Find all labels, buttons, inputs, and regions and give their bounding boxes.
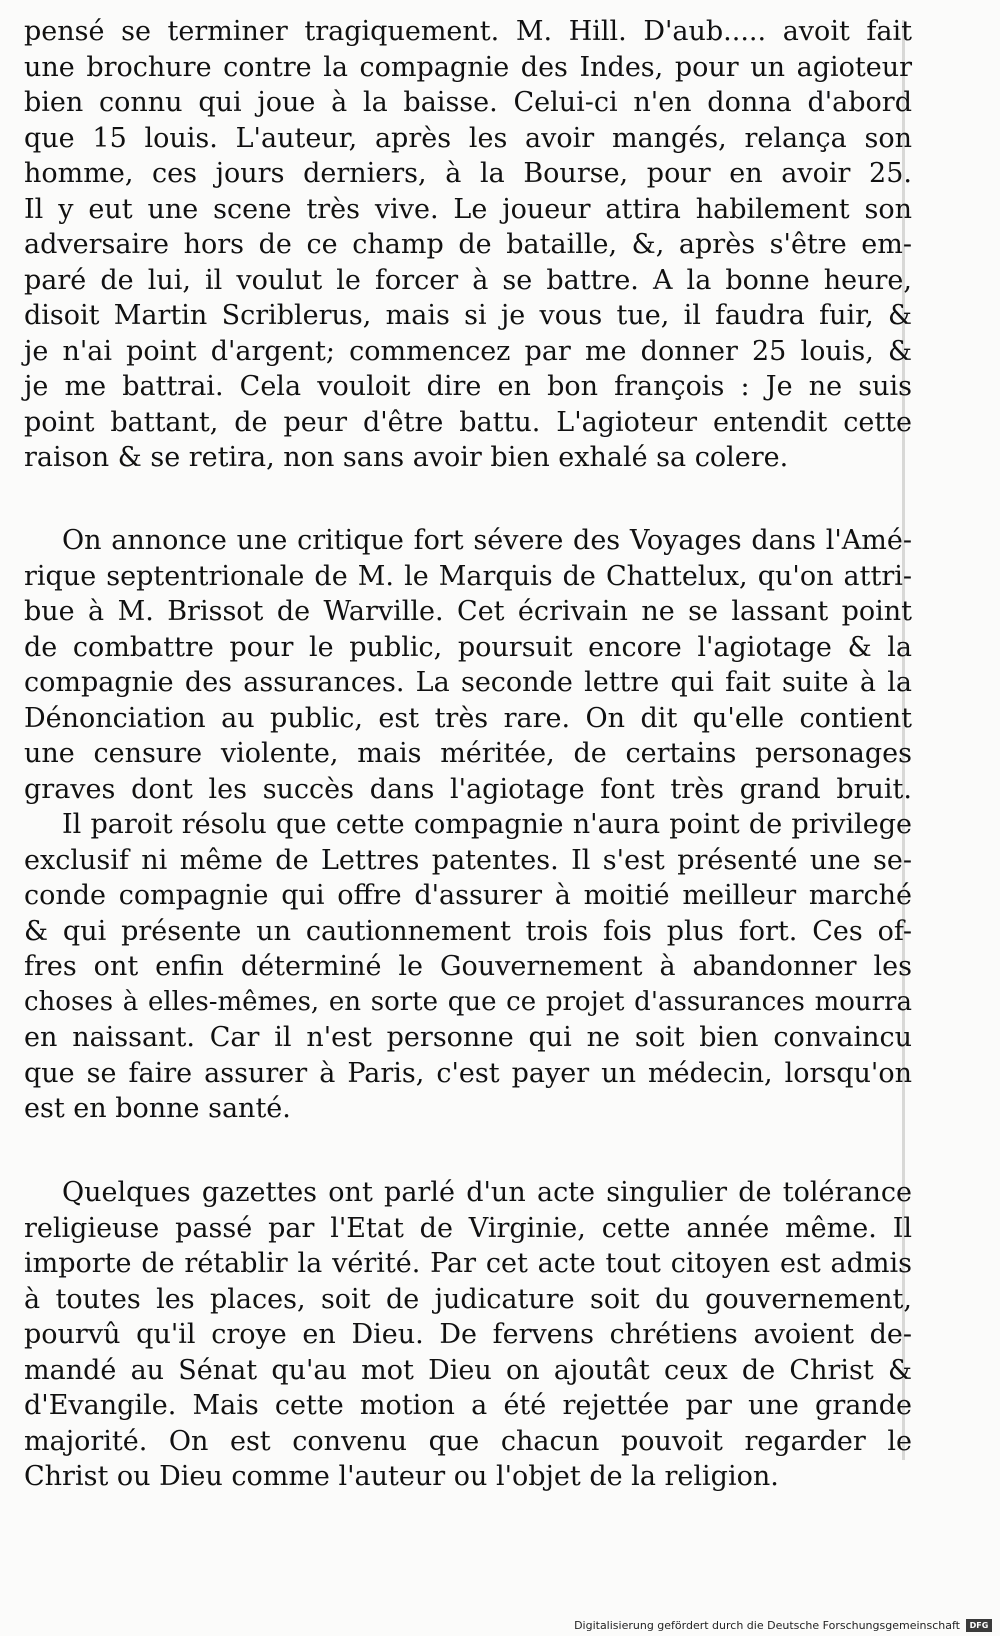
- footer-credit: Digitalisierung gefördert durch die Deutsche Forschungsgemeinschaft: [574, 1618, 960, 1632]
- paragraph-2: [24, 523, 912, 1127]
- text-line: bien connu qui joue à la baisse. Celui-ci n'en donna d'abord: [24, 87, 912, 118]
- text-line: disoit Martin Scriblerus, mais si je vous tue, il faudra fuir, &: [24, 300, 912, 331]
- text-line: de combattre pour le public, poursuit encore l'agiotage & la: [24, 631, 912, 663]
- text-line: exclusif ni même de Lettres patentes. Il s'est présenté une se-: [24, 844, 912, 876]
- text-line: point battant, de peur d'être battu. L'agioteur entendit cette: [24, 406, 912, 438]
- text-line: paré de lui, il voulut le forcer à se battre. A la bonne heure,: [24, 264, 912, 296]
- paragraph-3: [24, 1175, 912, 1495]
- text-line: mandé au Sénat qu'au mot Dieu on ajoutât ceux de Christ &: [24, 1354, 912, 1386]
- text-line: une brochure contre la compagnie des Indes, pour un agioteur: [24, 51, 912, 83]
- digitization-footer: [574, 1616, 992, 1634]
- text-line: rique septentrionale de M. le Marquis de Chattelux, qu'on attri-: [24, 560, 912, 592]
- text-line: Quelques gazettes ont parlé d'un acte singulier de tolérance: [62, 1177, 912, 1208]
- text-line: importe de rétablir la vérité. Par cet acte tout citoyen est admis: [24, 1248, 912, 1279]
- paragraph-1: [24, 14, 912, 476]
- text-line: je n'ai point d'argent; commencez par me donner 25 louis, &: [24, 335, 912, 367]
- text-line: pensé se terminer tragiquement. M. Hill. D'aub..... avoit fait: [24, 16, 912, 47]
- text-line: On annonce une critique fort sévere des Voyages dans l'Amé-: [62, 525, 912, 556]
- text-line: je me battrai. Cela vouloit dire en bon françois : Je ne suis: [24, 371, 912, 402]
- text-line: compagnie des assurances. La seconde lettre qui fait suite à la: [24, 667, 912, 698]
- text-line: & qui présente un cautionnement trois fois plus fort. Ces of-: [24, 915, 912, 947]
- text-line: religieuse passé par l'Etat de Virginie, cette année même. Il: [24, 1212, 912, 1244]
- text-line: Il paroit résolu que cette compagnie n'aura point de privilege: [62, 809, 912, 840]
- text-line: Il y eut une scene très vive. Le joueur attira habilement son: [24, 193, 912, 225]
- text-line: que se faire assurer à Paris, c'est payer un médecin, lorsqu'on: [24, 1057, 912, 1089]
- text-line: graves dont les succès dans l'agiotage font très grand bruit.: [24, 773, 912, 805]
- text-line: est en bonne santé.: [24, 1093, 291, 1124]
- dfg-logo-icon: DFG: [966, 1619, 992, 1632]
- text-line: Christ ou Dieu comme l'auteur ou l'objet de la religion.: [24, 1461, 779, 1492]
- text-line: adversaire hors de ce champ de bataille, &, après s'être em-: [24, 229, 912, 260]
- text-line: homme, ces jours derniers, à la Bourse, pour en avoir 25.: [24, 158, 912, 189]
- text-line: raison & se retira, non sans avoir bien exhalé sa colere.: [24, 442, 789, 473]
- text-line: à toutes les places, soit de judicature soit du gouvernement,: [24, 1283, 912, 1315]
- text-line: conde compagnie qui offre d'assurer à moitié meilleur marché: [24, 880, 912, 911]
- text-line: une censure violente, mais méritée, de certains personages: [24, 738, 912, 769]
- text-line: en naissant. Car il n'est personne qui ne soit bien convaincu: [24, 1022, 912, 1053]
- text-line: d'Evangile. Mais cette motion a été rejettée par une grande: [24, 1390, 912, 1421]
- text-line: que 15 louis. L'auteur, après les avoir mangés, relança son: [24, 122, 912, 154]
- text-line: Dénonciation au public, est très rare. On dit qu'elle contient: [24, 702, 912, 734]
- text-line: bue à M. Brissot de Warville. Cet écrivain ne se lassant point: [24, 596, 912, 627]
- text-line: pourvû qu'il croye en Dieu. De fervens chrétiens avoient de-: [24, 1319, 912, 1350]
- text-line: fres ont enfin déterminé le Gouvernement à abandonner les: [24, 951, 912, 982]
- text-line: majorité. On est convenu que chacun pouvoit regarder le: [24, 1425, 912, 1457]
- text-line: choses à elles-mêmes, en sorte que ce projet d'assurances mourra: [24, 986, 912, 1017]
